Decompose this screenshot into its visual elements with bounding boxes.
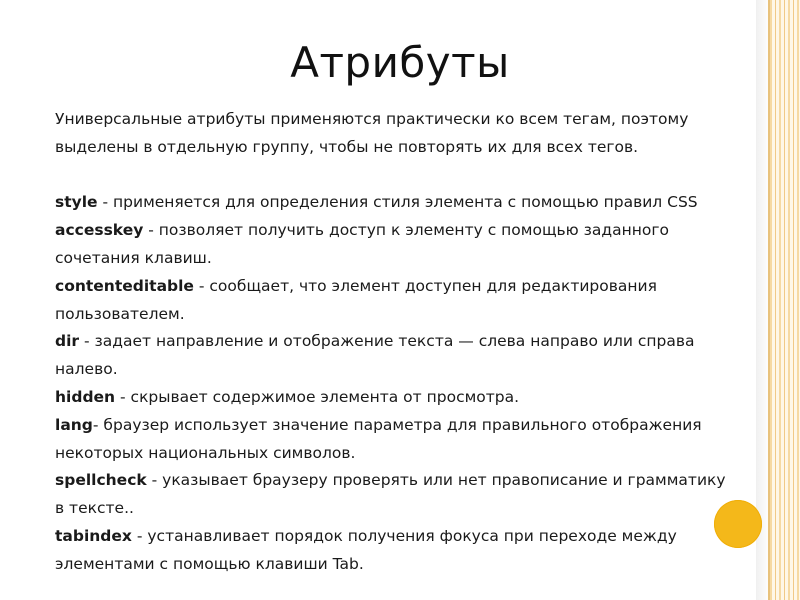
attribute-item-tabindex — [55, 523, 735, 579]
decorative-border-strip — [770, 0, 800, 600]
intro-paragraph: Универсальные атрибуты применяются практически ко всем тегам, поэтому выделены в отдельную группу, чтобы не повторять их для всех тегов. — [55, 110, 689, 156]
attribute-description: - сообщает, что элемент доступен для редактирования пользователем. — [55, 276, 657, 323]
attribute-item-spellcheck — [55, 467, 735, 523]
attribute-item-lang — [55, 412, 735, 468]
attribute-description: - применяется для определения стиля элемента с помощью правил CSS — [97, 193, 698, 212]
slide-body — [55, 106, 735, 579]
attribute-item-dir — [55, 328, 735, 384]
attribute-name: spellcheck — [55, 471, 147, 490]
attribute-description: - браузер использует значение параметра для правильного отображения некоторых национальных символов. — [55, 415, 702, 462]
slide-title: Атрибуты — [290, 38, 510, 87]
attribute-name: style — [55, 193, 98, 212]
decorative-circle — [714, 500, 762, 548]
attribute-item-hidden — [55, 384, 735, 412]
attribute-description: - задает направление и отображение текста — слева направо или справа налево. — [55, 332, 695, 379]
attribute-name: dir — [55, 332, 80, 351]
attribute-name: hidden — [55, 387, 116, 406]
attribute-description: - позволяет получить доступ к элементу с помощью заданного сочетания клавиш. — [55, 221, 669, 267]
attribute-name: tabindex — [55, 526, 132, 545]
attribute-item-accesskey — [55, 217, 735, 273]
attribute-item-style — [55, 189, 735, 217]
attribute-description: - скрывает содержимое элемента от просмотра. — [115, 387, 520, 406]
attribute-item-contenteditable — [55, 273, 735, 329]
attribute-name: contenteditable — [55, 276, 194, 295]
attribute-description: - указывает браузеру проверять или нет правописание и грамматику в тексте.. — [55, 471, 726, 518]
attribute-description: - устанавливает порядок получения фокуса при переходе между элементами с помощью клавиши Tab. — [55, 526, 677, 573]
attribute-name: accesskey — [55, 221, 144, 240]
attribute-name: lang — [55, 415, 93, 434]
